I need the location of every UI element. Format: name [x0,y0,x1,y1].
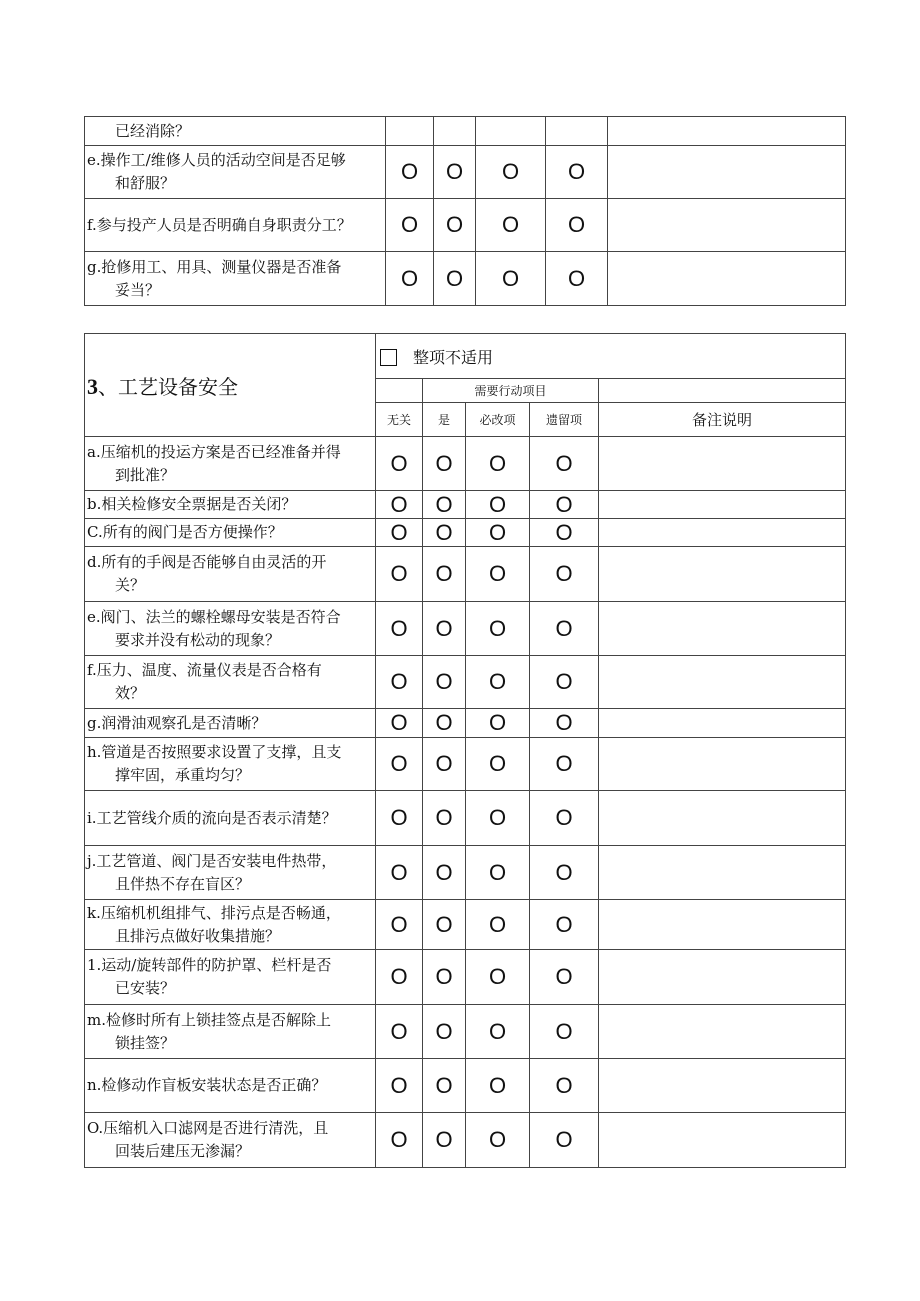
remarks-cell[interactable] [599,437,846,491]
radio-option-must-fix[interactable]: O [488,561,507,586]
option-cell-must-fix[interactable] [466,738,530,791]
option-cell-yes[interactable] [423,547,466,602]
option-cell-yes[interactable] [423,791,466,846]
option-cell-leftover[interactable] [546,146,608,199]
option-cell-leftover[interactable] [530,547,599,602]
radio-option-none[interactable]: O [390,519,408,545]
question-text: 妥当？ [115,280,161,299]
radio-option-leftover[interactable]: O [567,212,586,237]
radio-option-yes[interactable]: O [435,615,453,641]
question-text: f.参与投产人员是否明确自身职责分工？ [87,215,352,234]
option-cell-none[interactable] [376,547,423,602]
radio-option-yes[interactable]: O [435,669,453,694]
question-text: k.压缩机机组排气、排污点是否畅通， [87,903,341,922]
table-row [85,709,846,738]
radio-option-yes[interactable]: O [435,911,453,937]
question-cell [85,950,376,1005]
question-cell [85,199,386,252]
option-cell-yes[interactable] [423,950,466,1005]
option-cell-yes[interactable] [423,738,466,791]
radio-option-leftover[interactable]: O [555,1127,573,1152]
radio-option-yes[interactable]: O [435,805,453,830]
option-cell-must-fix[interactable] [466,1005,530,1059]
radio-option-leftover[interactable]: O [567,265,586,291]
not-applicable-checkbox[interactable] [380,349,397,366]
radio-option-yes[interactable]: O [435,751,453,776]
section-title-text: 、工艺设备安全 [98,374,238,399]
top-checklist-table [84,116,846,306]
question-text: b.相关检修安全票据是否关闭？ [87,495,297,513]
option-cell-must-fix[interactable] [466,900,530,950]
question-text: a.压缩机的投运方案是否已经准备并得 [87,442,341,461]
radio-option-must-fix[interactable]: O [488,1018,507,1044]
question-cell [85,547,376,602]
remarks-cell[interactable] [599,1005,846,1059]
section-number: 3 [87,373,98,399]
option-cell-leftover[interactable] [530,437,599,491]
col-header-must-fix: 必改项 [466,403,530,437]
option-cell-yes[interactable] [434,252,476,306]
remarks-cell[interactable] [599,1059,846,1113]
table-row [85,791,846,846]
option-cell-must-fix[interactable] [466,437,530,491]
option-cell-must-fix[interactable] [466,791,530,846]
radio-option-none[interactable]: O [390,1072,408,1098]
radio-option-leftover[interactable]: O [555,519,573,545]
radio-option-yes[interactable]: O [435,1018,453,1044]
option-cell-leftover[interactable] [546,117,608,146]
radio-option-none[interactable]: O [390,859,408,885]
radio-option-leftover[interactable]: O [555,964,573,989]
option-cell-yes[interactable] [423,900,466,950]
question-text: 要求并没有松动的现象？ [115,630,281,649]
radio-option-none[interactable]: O [390,805,408,830]
question-text: e.操作工/维修人员的活动空间是否足够 [87,151,346,169]
table-row [85,900,846,950]
option-cell-must-fix[interactable] [466,656,530,709]
radio-option-none[interactable]: O [390,561,408,586]
option-cell-yes[interactable] [423,1113,466,1168]
option-cell-none[interactable] [376,1113,423,1168]
radio-option-leftover[interactable]: O [555,491,573,517]
radio-option-none[interactable]: O [390,1018,408,1044]
col-header-remarks: 备注说明 [599,403,846,437]
radio-option-yes[interactable]: O [435,859,453,885]
radio-option-must-fix[interactable]: O [501,159,520,184]
action-items-header: 需要行动项目 [423,379,599,403]
radio-option-yes[interactable]: O [435,491,453,517]
question-text: 已经消除？ [115,121,191,140]
table-row [85,950,846,1005]
option-cell-leftover[interactable] [530,1059,599,1113]
radio-option-yes[interactable]: O [435,1127,453,1152]
radio-option-none[interactable]: O [390,911,408,937]
option-cell-none[interactable] [376,791,423,846]
table-row [85,738,846,791]
option-cell-must-fix[interactable] [466,1059,530,1113]
table-row [85,547,846,602]
question-text: 1.运动/旋转部件的防护罩、栏杆是否 [87,956,332,974]
option-cell-must-fix[interactable] [466,602,530,656]
table-row [85,117,846,146]
option-cell-must-fix[interactable] [466,519,530,547]
remarks-cell[interactable] [608,199,846,252]
radio-option-yes[interactable]: O [445,265,464,291]
radio-option-yes[interactable]: O [435,561,453,586]
option-cell-yes[interactable] [434,117,476,146]
question-cell [85,117,386,146]
option-cell-none[interactable] [386,146,434,199]
question-text: g.润滑油观察孔是否清晰？ [87,713,267,732]
option-cell-leftover[interactable] [530,738,599,791]
option-cell-must-fix[interactable] [476,252,546,306]
radio-option-leftover[interactable]: O [567,159,586,184]
not-applicable-label: 整项不适用 [413,347,494,367]
option-cell-leftover[interactable] [530,491,599,519]
radio-option-none[interactable]: O [390,615,408,641]
option-cell-none[interactable] [376,738,423,791]
option-cell-yes[interactable] [423,491,466,519]
remarks-cell[interactable] [599,950,846,1005]
table-row [85,199,846,252]
question-text: C.所有的阀门是否方便操作？ [87,523,283,541]
question-text: n.检修动作盲板安装状态是否正确？ [87,1076,327,1094]
radio-option-leftover[interactable]: O [555,751,573,776]
radio-option-must-fix[interactable]: O [488,859,507,885]
option-cell-yes[interactable] [423,1059,466,1113]
col-header-yes: 是 [423,403,466,437]
question-cell [85,738,376,791]
radio-option-none[interactable]: O [390,751,408,776]
remarks-cell[interactable] [599,1113,846,1168]
question-text: 且排污点做好收集措施？ [115,926,281,945]
table-row [85,1005,846,1059]
radio-option-leftover[interactable]: O [555,669,573,694]
table-row [85,491,846,519]
radio-option-none[interactable]: O [390,491,408,517]
radio-option-yes[interactable]: O [435,450,453,476]
question-text: 效？ [115,684,146,702]
radio-option-none[interactable]: O [400,265,419,291]
table-row [85,519,846,547]
remarks-cell[interactable] [599,791,846,846]
col-header-leftover: 遗留项 [530,403,599,437]
header-blank-remarks [599,379,846,403]
option-cell-yes[interactable] [434,199,476,252]
radio-option-yes[interactable]: O [445,212,464,237]
option-cell-leftover[interactable] [530,950,599,1005]
option-cell-none[interactable] [376,1005,423,1059]
option-cell-must-fix[interactable] [466,547,530,602]
remarks-cell[interactable] [608,146,846,199]
radio-option-must-fix[interactable]: O [488,1072,507,1098]
option-cell-yes[interactable] [423,602,466,656]
radio-option-must-fix[interactable]: O [488,450,507,476]
question-cell [85,1113,376,1168]
col-header-none: 无关 [376,403,423,437]
remarks-cell[interactable] [608,252,846,306]
radio-option-leftover[interactable]: O [555,859,573,885]
remarks-cell[interactable] [599,738,846,791]
question-text: d.所有的手阀是否能够自由灵活的开 [87,553,327,571]
remarks-cell[interactable] [599,656,846,709]
radio-option-must-fix[interactable]: O [488,964,507,989]
option-cell-leftover[interactable] [530,656,599,709]
option-cell-leftover[interactable] [530,1005,599,1059]
option-cell-must-fix[interactable] [466,491,530,519]
remarks-cell[interactable] [599,519,846,547]
question-text: 到批准？ [115,465,176,484]
radio-option-yes[interactable]: O [435,964,453,989]
option-cell-leftover[interactable] [546,252,608,306]
question-text: 且伴热不存在盲区？ [115,874,251,893]
option-cell-yes[interactable] [423,437,466,491]
option-cell-leftover[interactable] [530,791,599,846]
option-cell-leftover[interactable] [530,1113,599,1168]
question-text: j.工艺管道、阀门是否安装电件热带， [87,851,337,870]
remarks-cell[interactable] [608,117,846,146]
option-cell-none[interactable] [376,437,423,491]
question-text: 关？ [115,576,146,594]
option-cell-leftover[interactable] [530,602,599,656]
option-cell-none[interactable] [376,491,423,519]
option-cell-leftover[interactable] [530,519,599,547]
remarks-cell[interactable] [599,846,846,900]
question-text: i.工艺管线介质的流向是否表示清楚？ [87,808,337,827]
option-cell-leftover[interactable] [530,709,599,738]
option-cell-none[interactable] [376,846,423,900]
option-cell-leftover[interactable] [546,199,608,252]
radio-option-must-fix[interactable]: O [488,751,507,776]
option-cell-yes[interactable] [423,656,466,709]
question-text: 回装后建压无渗漏？ [115,1142,251,1160]
radio-option-none[interactable]: O [390,669,408,694]
option-cell-none[interactable] [376,656,423,709]
table-row [85,146,846,199]
radio-option-leftover[interactable]: O [555,561,573,586]
option-cell-yes[interactable] [423,519,466,547]
question-cell [85,900,376,950]
table-row [85,846,846,900]
question-cell [85,846,376,900]
option-cell-yes[interactable] [434,146,476,199]
question-text: h.管道是否按照要求设置了支撑，且支 [87,743,342,761]
option-cell-must-fix[interactable] [466,709,530,738]
radio-option-must-fix[interactable]: O [488,1127,507,1152]
option-cell-must-fix[interactable] [476,117,546,146]
radio-option-yes[interactable]: O [445,159,464,184]
radio-option-none[interactable]: O [390,964,408,989]
option-cell-yes[interactable] [423,846,466,900]
remarks-cell[interactable] [599,491,846,519]
radio-option-yes[interactable]: O [435,1072,453,1098]
radio-option-leftover[interactable]: O [555,911,573,937]
radio-option-leftover[interactable]: O [555,450,573,476]
radio-option-yes[interactable]: O [435,519,453,545]
radio-option-must-fix[interactable]: O [488,615,507,641]
option-cell-none[interactable] [376,950,423,1005]
option-cell-none[interactable] [376,709,423,738]
header-blank [376,379,423,403]
question-text: O.压缩机入口滤网是否进行清洗，且 [87,1119,329,1137]
question-text: e.阀门、法兰的螺栓螺母安装是否符合 [87,607,341,626]
radio-option-none[interactable]: O [390,710,408,735]
radio-option-must-fix[interactable]: O [488,491,507,517]
radio-option-leftover[interactable]: O [555,1072,573,1098]
option-cell-leftover[interactable] [530,846,599,900]
option-cell-yes[interactable] [423,1005,466,1059]
question-cell [85,146,386,199]
question-cell [85,1005,376,1059]
radio-option-yes[interactable]: O [435,710,453,735]
option-cell-must-fix[interactable] [466,846,530,900]
table-row [85,602,846,656]
question-cell [85,602,376,656]
radio-option-must-fix[interactable]: O [501,212,520,237]
question-text: f.压力、温度、流量仪表是否合格有 [87,661,322,679]
question-text: g.抢修用工、用具、测量仪器是否准备 [87,257,342,276]
option-cell-yes[interactable] [423,709,466,738]
question-text: 和舒服？ [115,174,176,192]
option-cell-leftover[interactable] [530,900,599,950]
option-cell-none[interactable] [376,900,423,950]
question-cell [85,519,376,547]
radio-option-leftover[interactable]: O [555,1018,573,1044]
question-text: 已安装？ [115,979,176,997]
question-cell [85,1059,376,1113]
table-row [85,1059,846,1113]
radio-option-leftover[interactable]: O [555,615,573,641]
radio-option-must-fix[interactable]: O [488,519,507,545]
option-cell-must-fix[interactable] [476,199,546,252]
question-text: 撑牢固，承重均匀？ [115,766,251,784]
option-cell-must-fix[interactable] [466,950,530,1005]
question-cell [85,437,376,491]
table-row [85,1113,846,1168]
question-cell [85,709,376,738]
table-row [85,656,846,709]
radio-option-must-fix[interactable]: O [488,911,507,937]
radio-option-must-fix[interactable]: O [488,805,507,830]
radio-option-leftover[interactable]: O [555,805,573,830]
question-text: 锁挂签？ [115,1033,176,1052]
radio-option-none[interactable]: O [400,212,419,237]
option-cell-none[interactable] [386,252,434,306]
table-row [85,437,846,491]
question-cell [85,491,376,519]
question-cell [85,791,376,846]
option-cell-none[interactable] [386,117,434,146]
option-cell-must-fix[interactable] [476,146,546,199]
option-cell-none[interactable] [376,1059,423,1113]
radio-option-must-fix[interactable]: O [488,669,507,694]
section-title [85,334,376,437]
question-cell [85,656,376,709]
table-row [85,252,846,306]
question-text: m.检修时所有上锁挂签点是否解除上 [87,1010,331,1029]
question-cell [85,252,386,306]
radio-option-must-fix[interactable]: O [488,710,507,735]
remarks-cell[interactable] [599,709,846,738]
not-applicable-cell[interactable] [376,334,846,379]
remarks-cell[interactable] [599,602,846,656]
radio-option-none[interactable]: O [400,159,419,184]
remarks-cell[interactable] [599,900,846,950]
radio-option-none[interactable]: O [390,1127,408,1152]
radio-option-none[interactable]: O [390,450,408,476]
remarks-cell[interactable] [599,547,846,602]
option-cell-none[interactable] [376,602,423,656]
option-cell-must-fix[interactable] [466,1113,530,1168]
option-cell-none[interactable] [386,199,434,252]
section3-table [84,333,846,1168]
radio-option-must-fix[interactable]: O [501,265,520,291]
option-cell-none[interactable] [376,519,423,547]
radio-option-leftover[interactable]: O [555,710,573,735]
